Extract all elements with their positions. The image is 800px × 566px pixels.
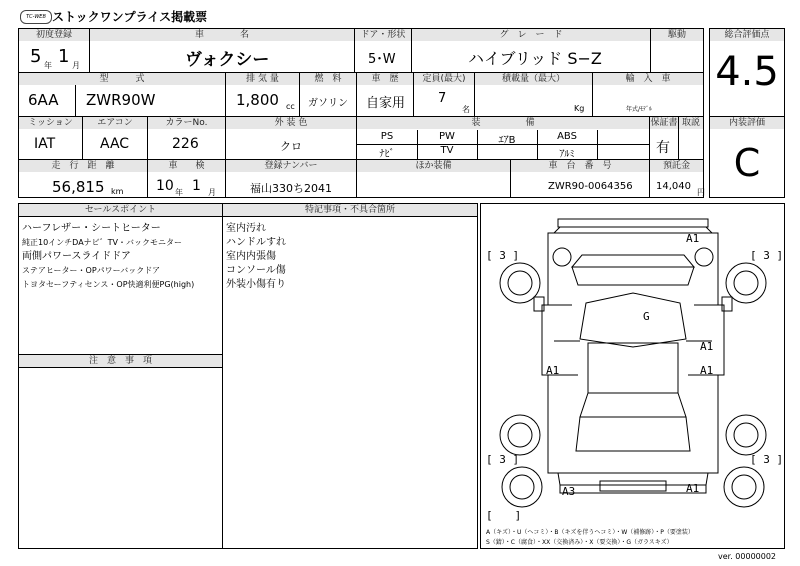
equip-alloy: ｱﾙﾐ — [559, 149, 575, 160]
damage-mark: A1 — [700, 340, 714, 353]
label-car-name: 車 名 — [90, 29, 354, 41]
version-label: ver. 00000002 — [718, 552, 777, 561]
label-caution: 注 意 事 項 — [19, 355, 222, 367]
special-note-item: 室内内張傷 — [226, 251, 276, 262]
tyre-bracket: [ 3 ] — [486, 249, 520, 262]
mission: IAT — [34, 136, 56, 152]
damage-mark: A1 — [546, 364, 560, 377]
tyre-bracket: [ 3 ] — [750, 453, 784, 466]
label-vehicle-type: 車 歴 — [357, 73, 413, 85]
damage-mark: A1 — [686, 232, 700, 245]
label-other-equip: ほか装備 — [357, 160, 510, 172]
displacement-unit: cc — [286, 102, 295, 111]
aircon: AAC — [100, 136, 130, 152]
label-door-type: ドア・形状 — [355, 29, 411, 41]
label-color-no: カラーNo. — [148, 117, 225, 129]
label-mileage: 走 行 距 離 — [19, 160, 147, 172]
label-chassis: 車 台 番 号 — [511, 160, 649, 172]
label-model: 型 式 — [19, 73, 225, 85]
reg-year-unit: 年 — [44, 61, 52, 70]
label-mission: ミッション — [19, 117, 82, 129]
label-equipment: 装 備 — [357, 117, 649, 129]
page-title: ストックワンプライス掲載票 — [52, 10, 208, 24]
mileage-unit: km — [111, 187, 124, 196]
label-ext-color: 外 装 色 — [226, 117, 356, 129]
sales-point-item: 両側パワースライドドア — [22, 251, 131, 262]
mileage: 56,815 — [52, 178, 105, 196]
sales-point-item: ステアヒーター・OPパワーバックドア — [22, 266, 160, 275]
label-manual: 取説 — [679, 117, 703, 129]
label-displacement: 排 気 量 — [226, 73, 299, 85]
fuel: ガソリン — [308, 98, 348, 109]
insp-year-unit: 年 — [175, 188, 183, 197]
sales-point-item: 純正10インチDAナビ゛TV・バックモニター — [22, 238, 183, 247]
grade: ハイブリッド S−Z — [468, 49, 602, 68]
reg-month: 1 — [58, 46, 70, 67]
car-name: ヴォクシー — [185, 50, 270, 70]
capacity: 7 — [438, 91, 447, 106]
import-note: 年式/ﾓﾃﾞﾙ — [626, 106, 653, 113]
reg-month-unit: 月 — [72, 61, 80, 70]
reg-year: 5 — [30, 46, 42, 67]
vehicle-history: 自家用 — [366, 96, 406, 111]
chassis-number: ZWR90-0064356 — [548, 181, 633, 192]
model-prefix: 6AA — [28, 91, 59, 109]
label-import: 輸 入 車 — [593, 73, 703, 85]
insp-month-unit: 月 — [208, 188, 216, 197]
insp-year: 10 — [156, 178, 174, 194]
tyre-bracket: [ ] — [486, 509, 522, 522]
color-no: 226 — [172, 136, 199, 152]
label-sales-points: セールスポイント — [19, 204, 222, 216]
special-note-item: コンソール傷 — [226, 265, 286, 276]
label-fuel: 燃 料 — [300, 73, 356, 85]
plate-number: 福山330ち2041 — [250, 182, 332, 195]
damage-mark: A3 — [562, 485, 576, 498]
special-note-item: 室内汚れ — [226, 223, 266, 234]
label-warranty: 保証書 — [650, 118, 678, 128]
equip-pw: PW — [439, 131, 455, 142]
insp-month: 1 — [192, 178, 201, 194]
equip-tv: TV — [440, 145, 454, 156]
damage-mark: A1 — [700, 364, 714, 377]
displacement: 1,800 — [236, 91, 279, 109]
label-aircon: エアコン — [83, 117, 147, 129]
warranty-value: 有 — [656, 140, 670, 156]
label-drive: 駆動 — [651, 29, 703, 41]
load-unit: Kg — [574, 104, 585, 113]
sales-point-item: トヨタセーフティセンス・OP快適利便PG(high) — [22, 280, 195, 289]
tc-web-logo: TC-WEB — [20, 10, 52, 24]
diagram-legend: S（錆）・C（腐食）・XX（交換済み）・X（要交換）・G（ガラスキズ） — [486, 539, 673, 546]
label-overall: 総合評価点 — [710, 29, 784, 41]
label-special-notes: 特記事項・不具合箇所 — [223, 204, 477, 216]
capacity-unit: 名 — [462, 105, 470, 114]
label-deposit: 預託金 — [650, 160, 703, 172]
label-first-reg: 初度登録 — [19, 29, 89, 41]
label-load: 積載量（最大） — [475, 73, 592, 85]
model: ZWR90W — [86, 91, 156, 109]
interior-score: C — [733, 141, 761, 185]
label-capacity: 定員(最大) — [414, 73, 474, 85]
label-plate: 登録ナンバー — [226, 160, 356, 172]
label-grade: グ レ ー ド — [412, 29, 650, 41]
special-note-item: 外装小傷有り — [226, 279, 286, 290]
equip-ps: PS — [380, 131, 394, 142]
damage-mark: G — [643, 310, 650, 323]
label-inspection: 車 検 — [148, 160, 225, 172]
door-type: 5･W — [368, 52, 396, 67]
damage-mark: A1 — [686, 482, 700, 495]
overall-score: 4.5 — [715, 49, 779, 95]
tyre-bracket: [ 3 ] — [486, 453, 520, 466]
sales-points-list — [22, 222, 222, 292]
label-interior: 内装評価 — [710, 117, 784, 129]
vehicle-diagram — [482, 205, 785, 549]
sales-point-item: ハーフレザー・シートヒーター — [22, 223, 161, 234]
diagram-legend: A（キズ）・U（ヘコミ）・B（キズを伴うヘコミ）・W（補修跡）・P（要塗装） — [486, 529, 694, 536]
equip-navi: ﾅﾋﾞ — [379, 149, 395, 160]
equip-airbag: ｴｱB — [498, 135, 516, 146]
tyre-bracket: [ 3 ] — [750, 249, 784, 262]
equip-abs: ABS — [557, 131, 577, 142]
special-notes-list — [226, 222, 474, 292]
ext-color: クロ — [280, 140, 302, 153]
deposit: 14,040 — [656, 181, 691, 192]
special-note-item: ハンドルすれ — [226, 237, 286, 248]
deposit-unit: 円 — [697, 188, 705, 197]
